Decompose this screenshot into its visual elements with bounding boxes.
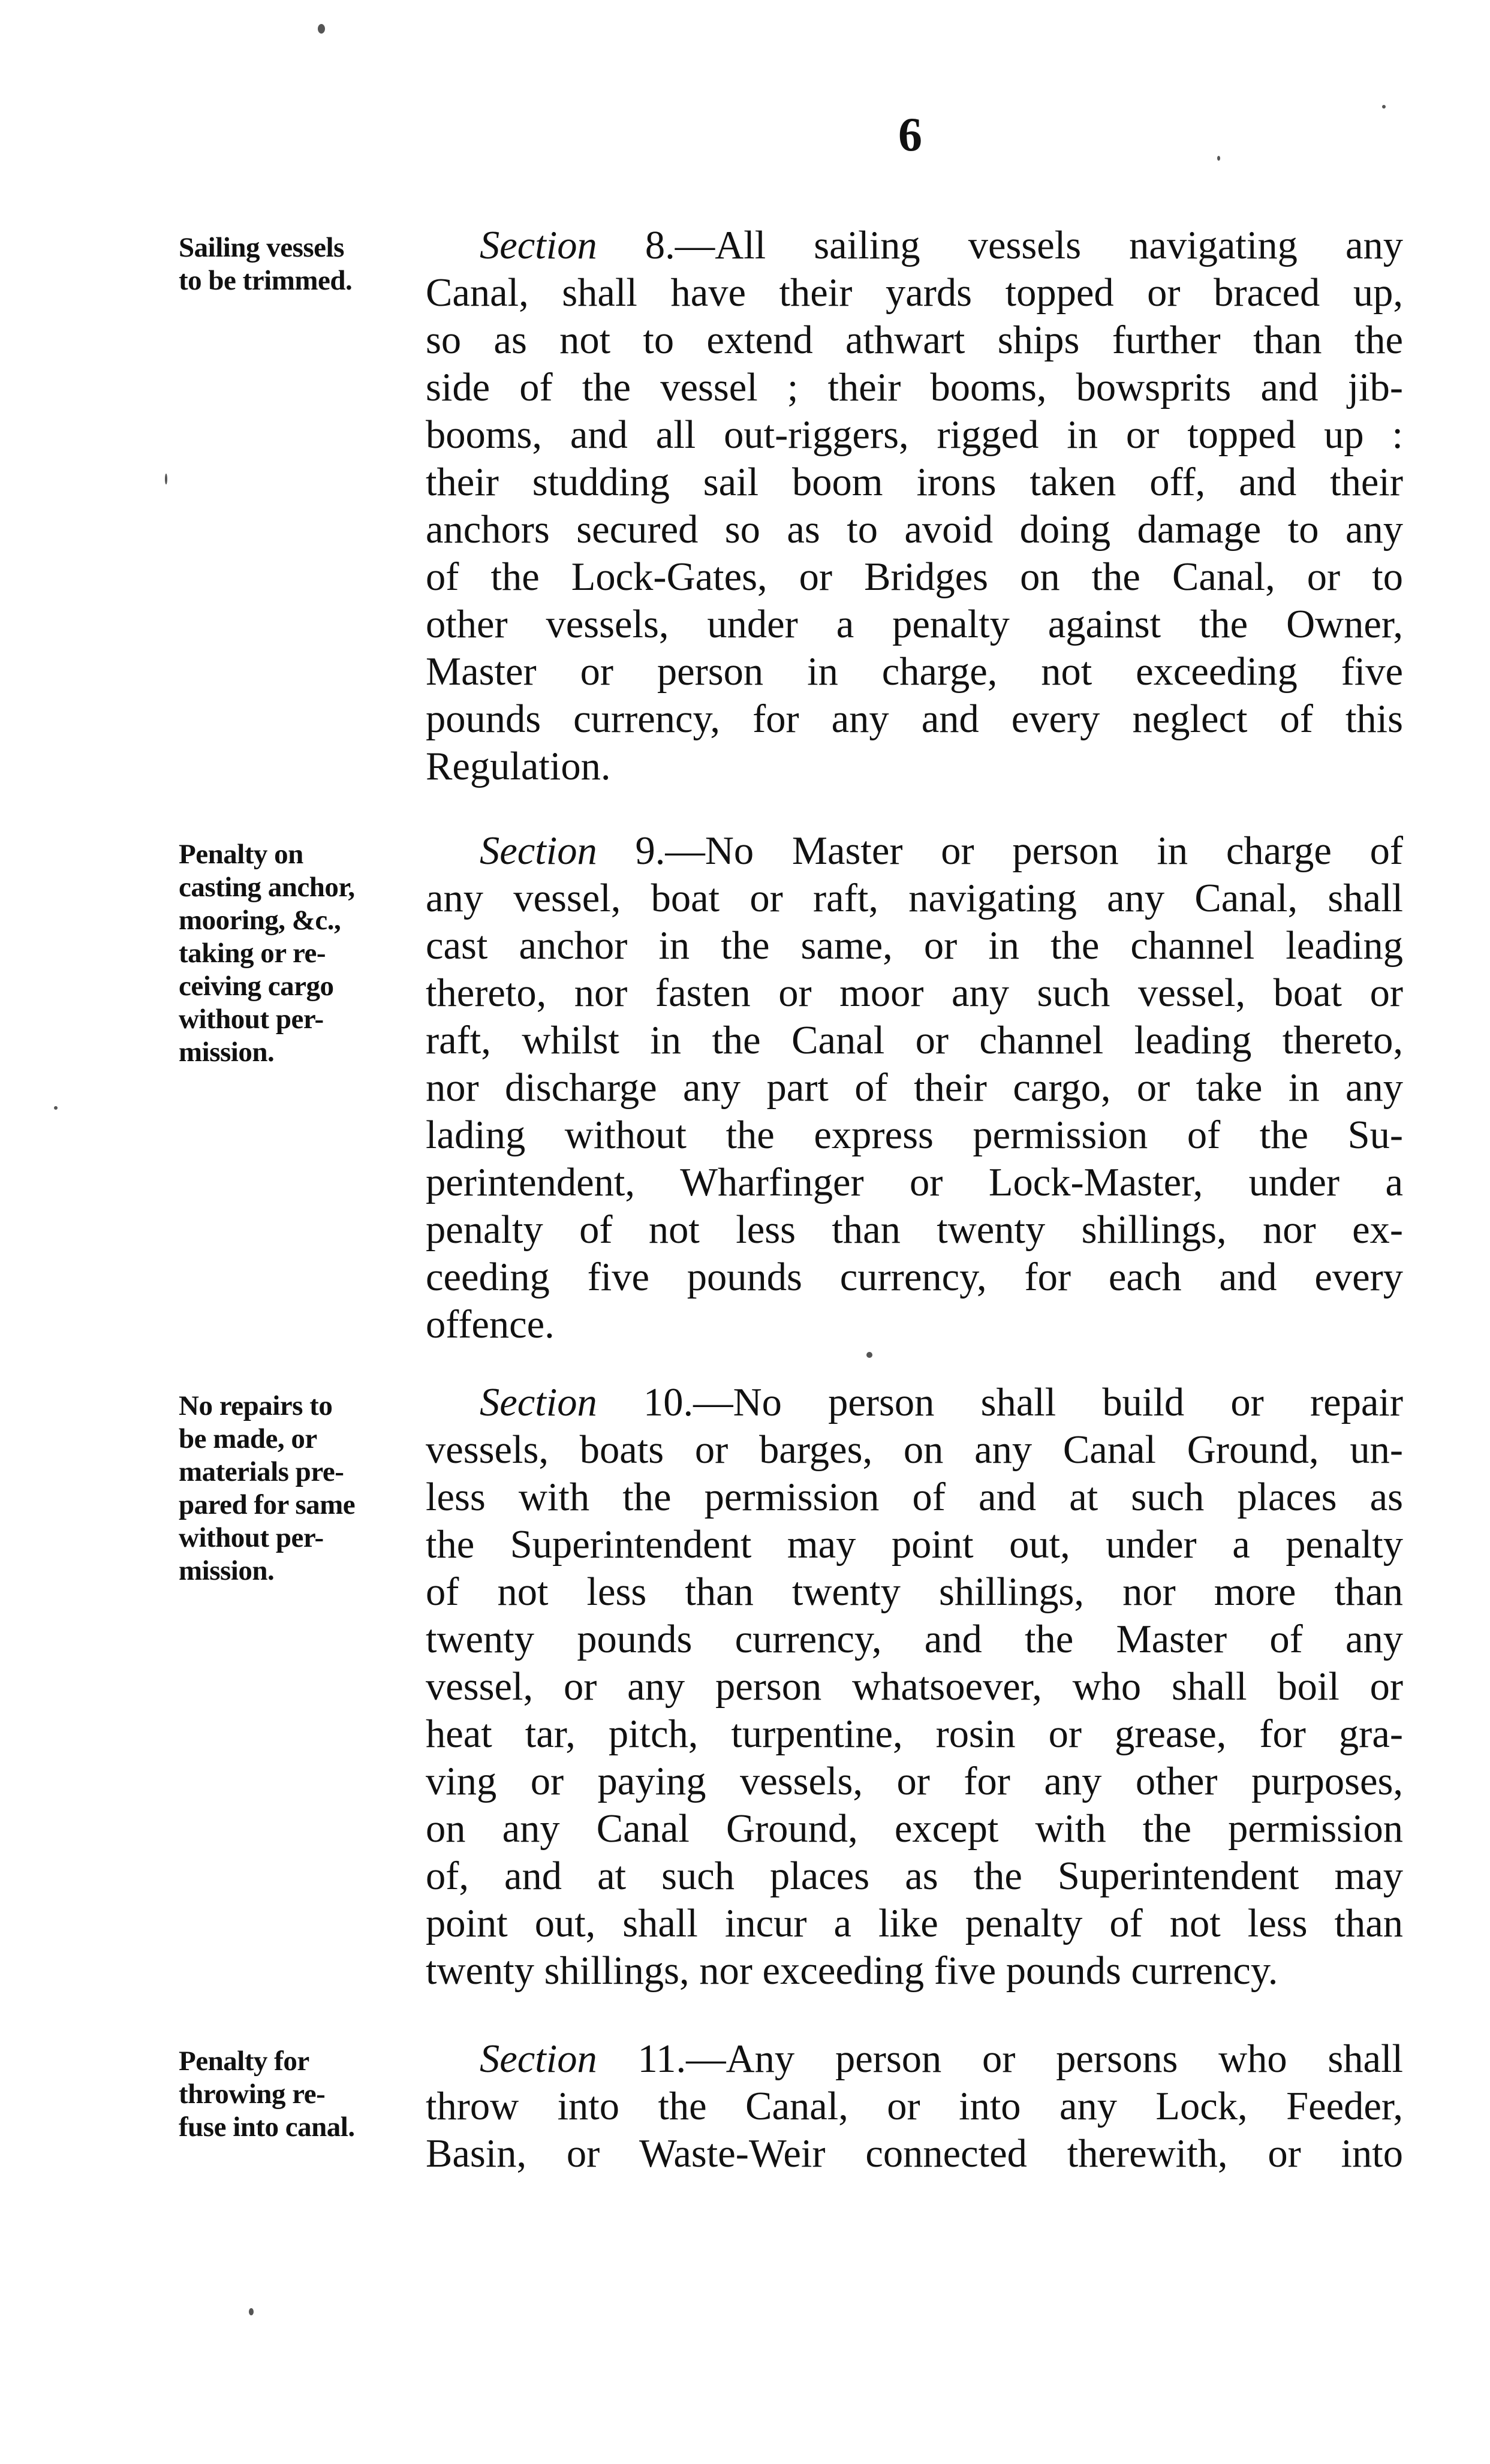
text-line: of, and at such places as the Superintendent may [426,1854,1403,1898]
text-line: heat tar, pitch, turpentine, rosin or grease, for gra- [426,1712,1403,1756]
text-line: side of the vessel ; their booms, bowsprits and jib- [426,366,1403,409]
text-line [426,222,1403,269]
margin-note-line: pared for same [179,1489,356,1520]
text-line: of the Lock-Gates, or Bridges on the Canal, or to [426,555,1403,599]
section-label: Section [480,2037,597,2081]
text-line: any vessel, boat or raft, navigating any Canal, shall [426,876,1403,920]
print-speck [1217,156,1220,161]
text-line: ving or paying vessels, or for any other purposes, [426,1760,1403,1803]
text-line: penalty of not less than twenty shillings, nor ex- [426,1208,1403,1252]
text-line: thereto, nor fasten or moor any such vessel, boat or [426,971,1403,1015]
text-line: on any Canal Ground, except with the permission [426,1807,1403,1851]
margin-note-line: No repairs to [179,1390,333,1421]
section-body [426,2035,1403,2177]
margin-note-line: ceiving cargo [179,971,334,1002]
text-line: of not less than twenty shillings, nor more than [426,1570,1403,1614]
page-number: 6 [898,109,922,161]
text-line: their studding sail boom irons taken off, and their [426,460,1403,504]
text-line: throw into the Canal, or into any Lock, Feeder, [426,2085,1403,2128]
text-line [426,2035,1403,2083]
text-line: booms, and all out-riggers, rigged in or topped up : [426,413,1403,457]
text-line: point out, shall incur a like penalty of not less than [426,1902,1403,1945]
text-line: vessel, or any person whatsoever, who shall boil or [426,1665,1403,1709]
margin-note-line: Sailing vessels [179,232,344,263]
margin-note-penalty-on-casting-anchor [179,838,425,1069]
section-label: Section [480,829,597,873]
margin-note-line: casting anchor, [179,872,355,903]
margin-note-line: mission. [179,1555,275,1586]
print-speck [318,24,325,34]
text-line: anchors secured so as to avoid doing damage to any [426,508,1403,552]
text-line: the Superintendent may point out, under a penalty [426,1523,1403,1567]
margin-note-line: mooring, &c., [179,905,341,936]
margin-note-line: materials pre- [179,1456,344,1487]
text-line: pounds currency, for any and every neglect of this [426,697,1403,741]
margin-note-line: fuse into canal. [179,2111,355,2143]
text-line: Canal, shall have their yards topped or braced up, [426,271,1403,315]
text-line: other vessels, under a penalty against the Owner, [426,603,1403,646]
text-line: raft, whilst in the Canal or channel leading thereto, [426,1019,1403,1062]
print-speck [165,474,167,484]
text-line: less with the permission of and at such places as [426,1475,1403,1519]
text-line: lading without the express permission of the Su- [426,1113,1403,1157]
text-line: vessels, boats or barges, on any Canal Ground, un- [426,1428,1403,1472]
print-speck [54,1106,58,1110]
text-line-content: 9.—No Master or person in charge of [635,829,1404,873]
text-line-content: 10.—No person shall build or repair [643,1381,1404,1424]
section-body [426,827,1403,1348]
text-line: offence. [426,1303,555,1347]
text-line: Master or person in charge, not exceeding five [426,650,1403,694]
margin-note-line: Penalty for [179,2046,309,2077]
text-line: twenty shillings, nor exceeding five pounds currency. [426,1949,1278,1993]
section-body [426,1379,1403,1995]
text-line: cast anchor in the same, or in the channel leading [426,924,1403,968]
text-line: nor discharge any part of their cargo, or take in any [426,1066,1403,1110]
text-line: perintendent, Wharfinger or Lock-Master, under a [426,1161,1403,1204]
margin-note-line: without per- [179,1522,324,1553]
text-line-content: 8.—All sailing vessels navigating any [645,224,1403,267]
text-line: twenty pounds currency, and the Master of any [426,1617,1403,1661]
margin-note-line: taking or re- [179,938,326,969]
text-line: ceeding five pounds currency, for each and every [426,1255,1403,1299]
text-line [426,827,1403,875]
section-body [426,222,1403,790]
text-line-content: 11.—Any person or persons who shall [637,2037,1403,2081]
print-speck [249,2308,254,2315]
text-line [426,1379,1403,1426]
text-line: Basin, or Waste-Weir connected therewith, or into [426,2132,1403,2176]
margin-note-no-repairs [179,1390,425,1588]
section-label: Section [480,224,597,267]
text-line: so as not to extend athwart ships further than the [426,318,1403,362]
section-label: Section [480,1381,597,1424]
text-line: Regulation. [426,745,611,788]
margin-note-line: Penalty on [179,839,303,870]
margin-note-line: be made, or [179,1423,317,1454]
print-speck [866,1352,872,1358]
margin-note-penalty-for-throwing-refuse [179,2045,425,2144]
margin-note-sailing-vessels [179,231,425,297]
margin-note-line: without per- [179,1004,324,1035]
print-speck [1382,105,1386,109]
margin-note-line: throwing re- [179,2079,326,2110]
margin-note-line: to be trimmed. [179,265,353,296]
margin-note-line: mission. [179,1037,275,1068]
